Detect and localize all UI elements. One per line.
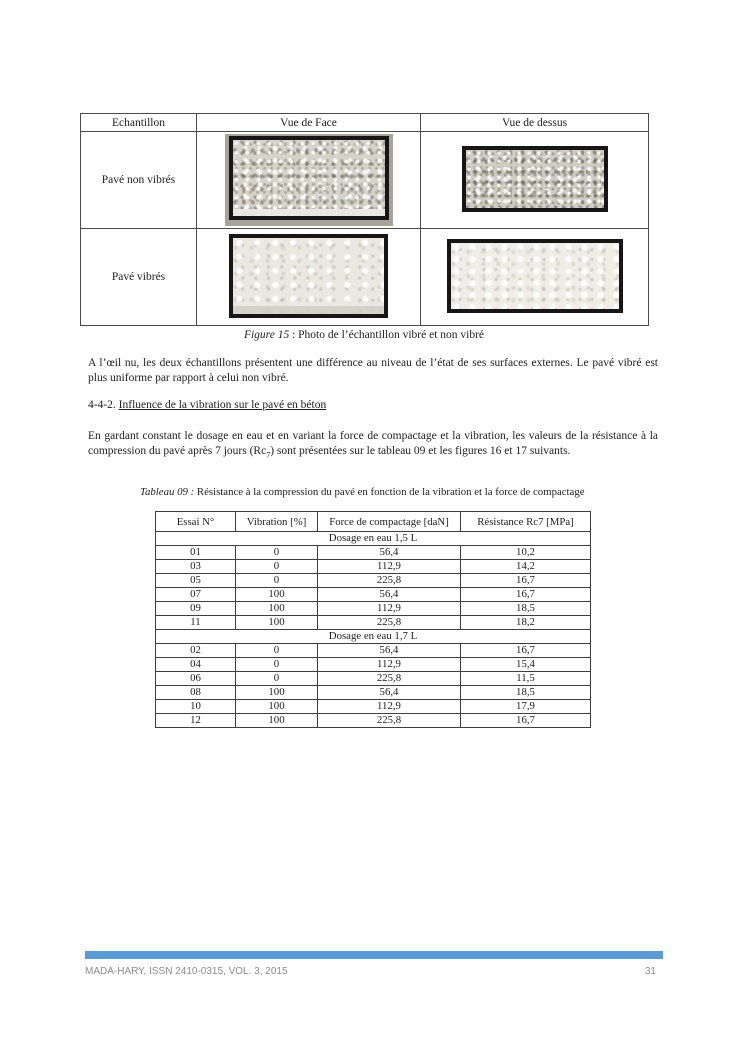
table-cell: 09 — [156, 602, 236, 616]
table-row — [156, 546, 591, 560]
table-row — [156, 574, 591, 588]
table-cell: 01 — [156, 546, 236, 560]
table-cell: 100 — [236, 616, 318, 630]
table-cell: 11,5 — [461, 672, 591, 686]
table-cell: 02 — [156, 644, 236, 658]
results-table-caption-label: Tableau 09 : — [140, 486, 195, 498]
page-number: 31 — [644, 966, 656, 977]
table-cell: 12 — [156, 714, 236, 728]
section-number: 4-4-2. — [88, 399, 116, 411]
table-cell: 0 — [236, 672, 318, 686]
results-header-essai: Essai N° — [156, 512, 236, 532]
rc7-subscript: 7 — [266, 450, 271, 460]
figure-table-row-vibre — [81, 229, 649, 326]
table-cell: 100 — [236, 686, 318, 700]
photo-cell — [421, 229, 649, 326]
table-cell: 16,7 — [461, 574, 591, 588]
table-section-row — [156, 630, 591, 644]
table-cell: 03 — [156, 560, 236, 574]
table-section-title: Dosage en eau 1,7 L — [156, 630, 591, 644]
table-cell: 0 — [236, 644, 318, 658]
table-cell: 100 — [236, 602, 318, 616]
table-cell: 0 — [236, 658, 318, 672]
table-cell: 225,8 — [318, 714, 461, 728]
table-cell: 10,2 — [461, 546, 591, 560]
table-cell: 10 — [156, 700, 236, 714]
photo-pave-non-vibre-face — [229, 136, 389, 220]
table-cell: 112,9 — [318, 560, 461, 574]
table-cell: 100 — [236, 714, 318, 728]
results-table-caption — [140, 486, 630, 498]
photo-cell — [421, 132, 649, 229]
results-header-resistance: Résistance Rc7 [MPa] — [461, 512, 591, 532]
table-cell: 56,4 — [318, 644, 461, 658]
figure-table-header-row — [81, 114, 649, 132]
table-cell: 56,4 — [318, 588, 461, 602]
photo-pave-vibre-face — [229, 234, 388, 318]
section-title: Influence de la vibration sur le pavé en béton — [118, 399, 327, 411]
table-row — [156, 672, 591, 686]
table-cell: 225,8 — [318, 574, 461, 588]
paragraph-method — [88, 429, 658, 462]
table-cell: 18,5 — [461, 602, 591, 616]
figure-caption-label: Figure 15 — [243, 329, 290, 341]
table-cell: 100 — [236, 588, 318, 602]
results-table-header-row — [156, 512, 591, 532]
results-header-vibration: Vibration [%] — [236, 512, 318, 532]
table-cell: 18,2 — [461, 616, 591, 630]
table-cell: 18,5 — [461, 686, 591, 700]
table-cell: 06 — [156, 672, 236, 686]
results-header-force: Force de compactage [daN] — [318, 512, 461, 532]
results-table — [155, 511, 591, 728]
table-cell: 112,9 — [318, 602, 461, 616]
table-cell: 225,8 — [318, 616, 461, 630]
table-cell: 16,7 — [461, 644, 591, 658]
table-row — [156, 686, 591, 700]
photo-cell — [197, 132, 421, 229]
paragraph-observation: A l’œil nu, les deux échantillons présentent une différence au niveau de l’état de ses surfaces externes. Le pavé vibré est plus uniforme par rapport à celui non vibré. — [88, 357, 658, 384]
table-cell: 14,2 — [461, 560, 591, 574]
photo-pave-vibre-dessus — [447, 239, 623, 313]
figure-table-header-vue-de-face: Vue de Face — [197, 114, 421, 132]
table-cell: 08 — [156, 686, 236, 700]
table-cell: 17,9 — [461, 700, 591, 714]
table-row — [156, 658, 591, 672]
table-cell: 04 — [156, 658, 236, 672]
page-footer — [85, 966, 656, 977]
table-cell: 56,4 — [318, 686, 461, 700]
figure-table-header-echantillon: Echantillon — [81, 114, 197, 132]
table-cell: 100 — [236, 700, 318, 714]
figure-caption-text: : Photo de l’échantillon vibré et non vibré — [289, 329, 485, 341]
table-cell: 11 — [156, 616, 236, 630]
table-cell: 16,7 — [461, 714, 591, 728]
results-table-caption-text: Résistance à la compression du pavé en fonction de la vibration et la force de compactage — [194, 486, 585, 498]
table-row — [156, 602, 591, 616]
table-cell: 225,8 — [318, 672, 461, 686]
table-cell: 0 — [236, 546, 318, 560]
table-cell: 112,9 — [318, 700, 461, 714]
sample-label-non-vibre: Pavé non vibrés — [81, 132, 197, 229]
paragraph-method-start: En gardant constant le dosage en eau et en variant la force de compactage et la vibration, les valeurs de la résistance à la compression du pavé après 7 jours (Rc — [88, 430, 658, 457]
table-row — [156, 616, 591, 630]
table-cell: 16,7 — [461, 588, 591, 602]
figure-caption — [80, 329, 648, 341]
table-section-row — [156, 532, 591, 546]
table-cell: 0 — [236, 560, 318, 574]
results-table-body — [156, 532, 591, 728]
table-cell: 15,4 — [461, 658, 591, 672]
figure-table-row-non-vibre — [81, 132, 649, 229]
table-cell: 56,4 — [318, 546, 461, 560]
table-row — [156, 644, 591, 658]
table-cell: 112,9 — [318, 658, 461, 672]
table-row — [156, 700, 591, 714]
journal-info: MADA-HARY, ISSN 2410-0315, VOL. 3, 2015 — [85, 966, 288, 977]
table-cell: 07 — [156, 588, 236, 602]
photo-cell — [197, 229, 421, 326]
table-row — [156, 560, 591, 574]
table-cell: 05 — [156, 574, 236, 588]
table-row — [156, 714, 591, 728]
paragraph-method-end: ) sont présentées sur le tableau 09 et les figures 16 et 17 suivants. — [270, 445, 571, 457]
photo-pave-non-vibre-dessus — [462, 146, 608, 212]
figure-table — [80, 113, 649, 326]
section-heading — [88, 399, 658, 411]
footer-accent-bar — [85, 951, 663, 959]
photo-backdrop — [225, 134, 393, 226]
sample-label-vibre: Pavé vibrés — [81, 229, 197, 326]
figure-table-header-vue-de-dessus: Vue de dessus — [421, 114, 649, 132]
table-section-title: Dosage en eau 1,5 L — [156, 532, 591, 546]
table-row — [156, 588, 591, 602]
table-cell: 0 — [236, 574, 318, 588]
